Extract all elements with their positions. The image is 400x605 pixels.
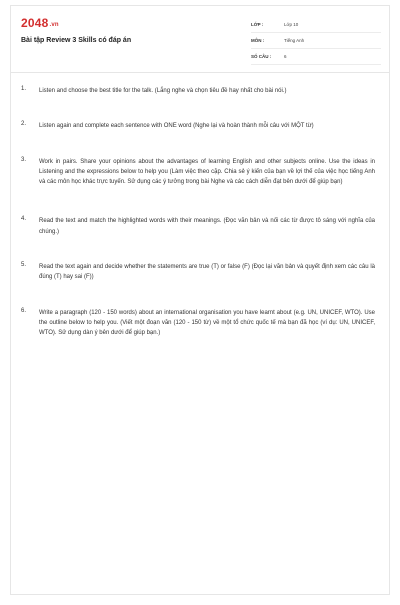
logo-text: 2048 <box>21 16 49 30</box>
question-item <box>21 121 375 131</box>
question-item <box>21 86 375 96</box>
site-logo[interactable] <box>21 16 59 30</box>
question-text: Read the text and match the highlighted words with their meanings. (Đọc văn bản và nối các từ được tô sáng với nghĩa của chúng.) <box>39 218 375 235</box>
question-text: Write a paragraph (120 - 150 words) about an international organisation you have learnt about (e.g. UN, UNICEF, WTO). Use the outline below to help you. (Viết một đoạn văn (120 - 150 từ) về một tổ chức quốc tế mà bạn đã học (ví dụ: UN, UNICEF, WTO). Sử dụng dàn ý bên dưới để giúp bạn.) <box>39 309 375 337</box>
question-number: 2. <box>21 121 27 128</box>
question-text: Work in pairs. Share your opinions about the advantages of learning English and other subjects online. Use the ideas in Listening and the expressions below to help you (Làm việc theo cặp. Chia sẻ ý kiến của bạn về lợi thế của việc học tiếng Anh và các môn học khác trực tuyến. Sử dụng các ý tưởng trong bài Nghe và các cách diễn đạt bên dưới để giúp bạn) <box>39 158 375 186</box>
worksheet-page <box>10 5 390 595</box>
question-list <box>21 86 375 349</box>
worksheet-header <box>11 6 389 72</box>
meta-row-subject <box>251 36 381 49</box>
meta-label: LỚP : <box>251 22 264 27</box>
header-divider <box>11 72 389 73</box>
question-number: 3. <box>21 156 27 163</box>
question-item <box>21 216 375 237</box>
question-text: Read the text again and decide whether the statements are true (T) or false (F) (Đọc lại văn bản và quyết định xem các câu là đúng (T) hay sai (F)) <box>39 264 375 281</box>
meta-info <box>251 20 381 68</box>
question-number: 6. <box>21 307 27 314</box>
question-text: Listen and choose the best title for the talk. (Lắng nghe và chọn tiêu đề hay nhất cho bài nói.) <box>39 88 287 94</box>
question-number: 4. <box>21 216 27 223</box>
meta-value: Lớp 10 <box>284 22 299 27</box>
meta-row-class <box>251 20 381 33</box>
meta-row-count <box>251 52 381 65</box>
meta-label: SỐ CÂU : <box>251 54 272 59</box>
logo-suffix: .vn <box>49 22 59 28</box>
meta-value: 6 <box>284 54 287 59</box>
question-item <box>21 157 375 188</box>
meta-label: MÔN : <box>251 38 265 43</box>
document-title: Bài tập Review 3 Skills có đáp án <box>21 37 132 44</box>
question-item <box>21 308 375 339</box>
question-text: Listen again and complete each sentence with ONE word (Nghe lại và hoàn thành mỗi câu với MỘT từ) <box>39 123 314 130</box>
question-number: 5. <box>21 262 27 269</box>
question-number: 1. <box>21 86 27 92</box>
meta-value: Tiếng Anh <box>284 38 305 43</box>
question-item <box>21 262 375 283</box>
